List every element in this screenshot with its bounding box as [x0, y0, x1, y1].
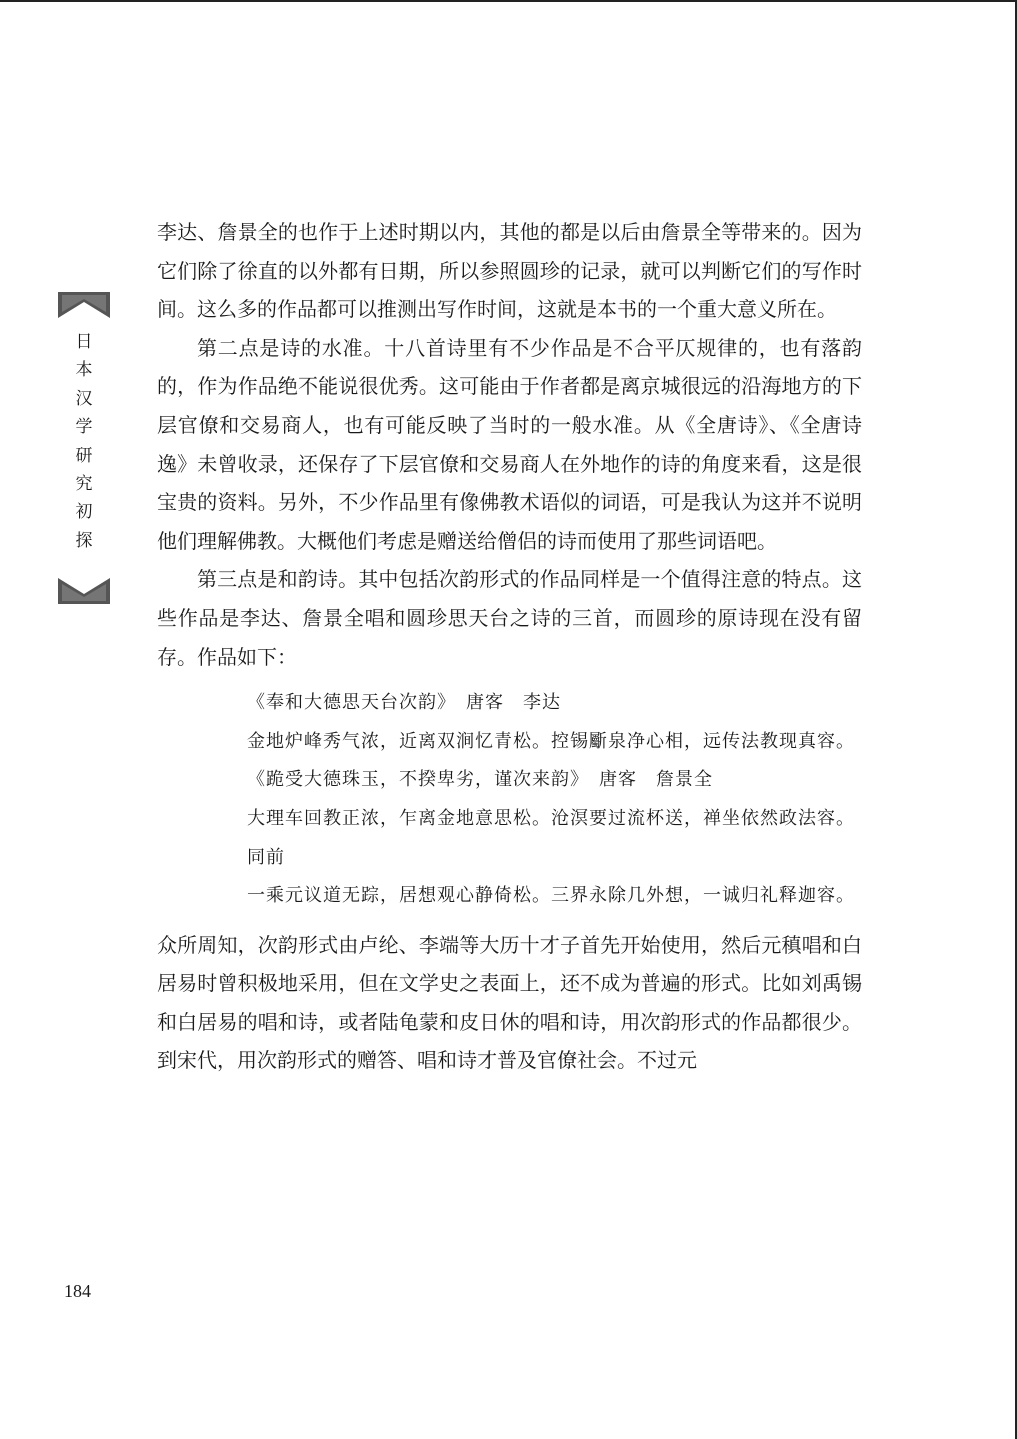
ornament-top-icon [58, 292, 110, 318]
paragraph-2: 第二点是诗的水准。十八首诗里有不少作品是不合平仄规律的，也有落韵的，作为作品绝不能说很优秀。这可能由于作者都是离京城很远的沿海地方的下层官僚和交易商人，也有可能反映了当时的一般水准。从《全唐诗》、《全唐诗逸》未曾收录，还保存了下层官僚和交易商人在外地作的诗的角度来看，这是很宝贵的资料。另外，不少作品里有像佛教术语似的词语，可是我认为这并不说明他们理解佛教。大概他们考虑是赠送给僧侣的诗而使用了那些词语吧。 [157, 335, 862, 553]
poem-quotations [203, 684, 862, 916]
side-tab-char: 学 [75, 417, 93, 438]
ornament-bottom-icon [58, 578, 110, 604]
poem-text: 一乘元议道无踪，居想观心静倚松。三界永除几外想，一诚归礼释迦容。 [247, 885, 855, 907]
page-body [157, 213, 862, 1080]
page-number: 184 [64, 1281, 91, 1301]
book-title-side-tab [58, 292, 110, 604]
page-border-top [0, 0, 1017, 2]
poem-title: 《跪受大德珠玉，不揆卑劣，谨次来韵》 唐客 詹景全 [247, 769, 713, 791]
side-tab-char: 本 [75, 360, 93, 381]
poem-title: 同前 [247, 846, 285, 868]
side-tab-title [58, 328, 110, 555]
paragraph-3: 第三点是和韵诗。其中包括次韵形式的作品同样是一个值得注意的特点。这些作品是李达、詹景全唱和圆珍思天台之诗的三首，而圆珍的原诗现在没有留存。作品如下： [157, 567, 862, 669]
side-tab-char: 日 [75, 332, 93, 352]
paragraph-1: 李达、詹景全的也作于上述时期以内，其他的都是以后由詹景全等带来的。因为它们除了徐直的以外都有日期，所以参照圆珍的记录，就可以判断它们的写作时间。这么多的作品都可以推测出写作时间，这就是本书的一个重大意义所在。 [157, 220, 862, 322]
side-tab-char: 探 [75, 530, 93, 551]
poem-text: 金地炉峰秀气浓，近离双涧忆青松。控锡斸泉净心相，远传法教现真容。 [247, 730, 855, 752]
paragraph-4: 众所周知，次韵形式由卢纶、李端等大历十才子首先开始使用，然后元稹唱和白居易时曾积极地采用，但在文学史之表面上，还不成为普遍的形式。比如刘禹锡和白居易的唱和诗，或者陆龟蒙和皮日休的唱和诗，用次韵形式的作品都很少。到宋代，用次韵形式的赠答、唱和诗才普及官僚社会。不过元 [157, 932, 862, 1073]
side-tab-char: 研 [75, 445, 93, 466]
side-tab-char: 究 [75, 474, 93, 495]
side-tab-char: 初 [75, 502, 93, 523]
side-tab-char: 汉 [75, 388, 93, 409]
poem-text: 大理车回教正浓，乍离金地意思松。沧溟要过流杯送，禅坐依然政法容。 [247, 807, 855, 829]
poem-title: 《奉和大德思天台次韵》 唐客 李达 [247, 692, 561, 714]
